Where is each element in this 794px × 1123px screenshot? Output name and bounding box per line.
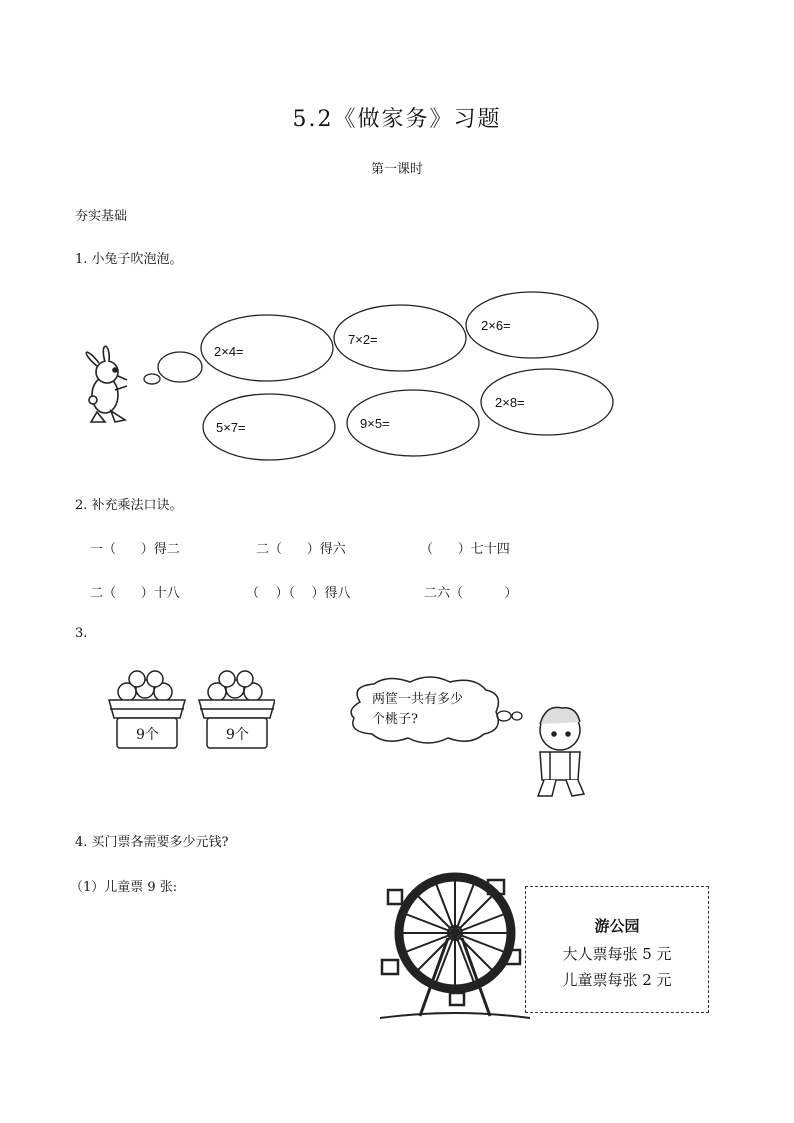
rhyme-2-3: 二六（ ） — [424, 586, 518, 601]
thought-dot — [497, 711, 511, 721]
thought-line-2: 个桃子? — [372, 712, 418, 727]
thought-dot — [512, 712, 522, 720]
rhyme-1-1: 一（ ）得二 — [90, 542, 180, 557]
bubble-figure — [75, 290, 635, 470]
basket-1-label: 9个 — [136, 727, 159, 743]
rhyme-1-3: （ ）七十四 — [420, 542, 510, 557]
page-subtitle: 第一课时 — [370, 162, 423, 177]
peach-baskets — [105, 664, 275, 760]
child-icon — [538, 707, 584, 796]
basket-2-label: 9个 — [226, 727, 249, 743]
bubble-1-text: 2×4= — [214, 344, 244, 359]
bubble-2-text: 7×2= — [348, 332, 378, 347]
small-bubble — [144, 374, 160, 384]
rhyme-1-2: 二（ ）得六 — [256, 542, 346, 557]
question-4-label: 4. 买门票各需要多少元钱? — [75, 835, 229, 850]
question-3-label: 3. — [75, 626, 88, 641]
bubble-3-text: 2×6= — [481, 318, 511, 333]
question-1-label: 1. 小兔子吹泡泡。 — [75, 252, 183, 267]
question-2-label: 2. 补充乘法口诀。 — [75, 498, 183, 513]
section-heading: 夯实基础 — [75, 209, 128, 224]
question-4-sub-1: （1）儿童票 9 张: — [70, 880, 178, 895]
bubble-5-text: 9×5= — [360, 416, 390, 431]
price-sign-child: 儿童票每张 2 元 — [562, 971, 672, 989]
bubble-6-text: 2×8= — [495, 395, 525, 410]
price-sign-title: 游公园 — [594, 917, 640, 935]
page-title: 5.2《做家务》习题 — [292, 107, 502, 132]
price-sign-adult: 大人票每张 5 元 — [562, 945, 672, 963]
bubble-4-text: 5×7= — [216, 420, 246, 435]
rhyme-2-2: （ ）（ ）得八 — [246, 586, 351, 601]
price-sign — [525, 886, 709, 1013]
small-bubble — [158, 352, 202, 382]
rhyme-2-1: 二（ ）十八 — [90, 586, 180, 601]
thought-line-1: 两筐一共有多少 — [372, 692, 464, 707]
thought-text — [372, 690, 463, 730]
rabbit-icon — [86, 346, 127, 422]
ferris-wheel-icon — [380, 868, 530, 1023]
